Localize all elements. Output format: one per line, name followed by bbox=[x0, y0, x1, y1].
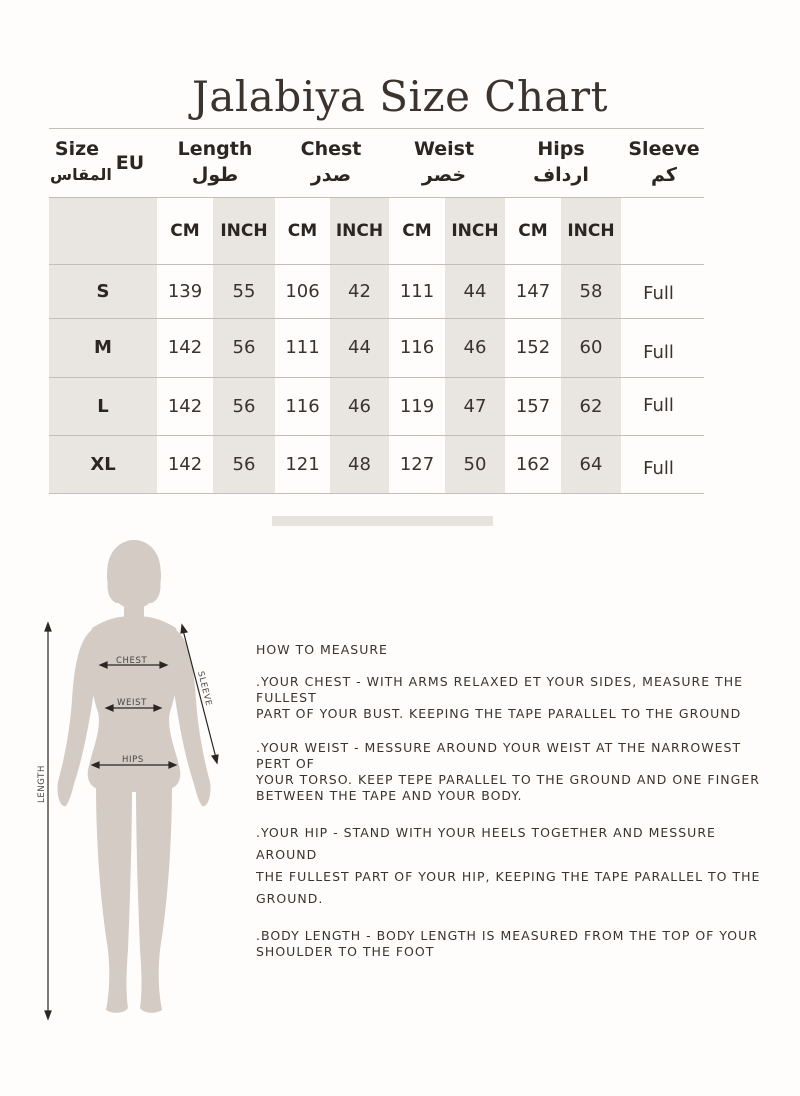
value-cell: 46 bbox=[463, 337, 487, 358]
size-cell: XL bbox=[90, 453, 116, 475]
header-sleeve bbox=[622, 136, 706, 188]
header-length bbox=[160, 136, 270, 188]
divider-bar bbox=[272, 516, 493, 526]
value-cell: 139 bbox=[167, 280, 203, 302]
figure-weist-label: WEIST bbox=[117, 698, 147, 708]
value-cell: 162 bbox=[515, 453, 551, 475]
figure-hair bbox=[107, 540, 160, 603]
hip-instruction-line: .YOUR HIP - STAND WITH YOUR HEELS TOGETHER AND MESSURE AROUND bbox=[256, 825, 716, 862]
unit-inch: INCH bbox=[567, 220, 615, 241]
header-weist bbox=[389, 136, 499, 188]
size-cell: S bbox=[96, 280, 110, 302]
value-cell: 44 bbox=[348, 337, 371, 358]
unit-cm: CM bbox=[170, 220, 200, 241]
hip-instruction-line: GROUND. bbox=[256, 891, 324, 906]
value-cell: 56 bbox=[232, 453, 256, 475]
sleeve-cell: Full bbox=[643, 394, 674, 416]
sleeve-label-ar: كم bbox=[651, 164, 677, 186]
value-cell: 127 bbox=[399, 453, 435, 475]
value-cell: 46 bbox=[348, 395, 371, 417]
body-figure bbox=[0, 530, 250, 1030]
figure-length-label: LENGTH bbox=[37, 765, 47, 803]
header-size bbox=[50, 136, 112, 188]
value-cell: 147 bbox=[515, 280, 551, 302]
weist-instruction-line: BETWEEN THE TAPE AND YOUR BODY. bbox=[256, 788, 523, 803]
value-cell: 47 bbox=[463, 395, 487, 417]
value-cell: 60 bbox=[579, 337, 603, 358]
weist-label: Weist bbox=[413, 138, 475, 160]
sleeve-label: Sleeve bbox=[628, 138, 700, 160]
value-cell: 116 bbox=[399, 337, 435, 358]
value-cell: 111 bbox=[285, 337, 320, 358]
chest-instruction-line: PART OF YOUR BUST. KEEPING THE TAPE PARALLEL TO THE GROUND bbox=[256, 706, 742, 721]
value-cell: 142 bbox=[167, 337, 203, 358]
value-cell: 62 bbox=[579, 395, 603, 417]
figure-left-leg bbox=[96, 784, 132, 1013]
chest-instruction-line: .YOUR CHEST - WITH ARMS RELAXED ET YOUR SIDES, MEASURE THE FULLEST bbox=[256, 674, 743, 705]
length-label: Length bbox=[177, 138, 253, 160]
value-cell: 157 bbox=[515, 395, 551, 417]
hip-instruction-line: THE FULLEST PART OF YOUR HIP, KEEPING THE TAPE PARALLEL TO THE bbox=[256, 869, 761, 884]
value-cell: 50 bbox=[463, 453, 487, 475]
value-cell: 44 bbox=[463, 280, 487, 302]
length-measure bbox=[45, 623, 51, 1019]
figure-hips-label: HIPS bbox=[122, 755, 144, 765]
size-cell: L bbox=[97, 395, 109, 417]
size-cell: M bbox=[94, 337, 112, 358]
how-to-measure bbox=[256, 642, 776, 960]
unit-cm: CM bbox=[518, 220, 548, 241]
unit-cm: CM bbox=[287, 220, 318, 241]
hips-label: Hips bbox=[537, 138, 585, 160]
sleeve-cell: Full bbox=[643, 457, 674, 479]
unit-cm: CM bbox=[402, 220, 432, 241]
chest-label-ar: صدر bbox=[310, 164, 352, 186]
value-cell: 106 bbox=[285, 280, 320, 302]
value-cell: 142 bbox=[167, 395, 203, 417]
value-cell: 55 bbox=[232, 280, 256, 302]
value-cell: 58 bbox=[579, 280, 603, 302]
size-label: Size bbox=[54, 138, 100, 160]
instructions-heading: HOW TO MEASURE bbox=[256, 642, 388, 657]
length-label-ar: طول bbox=[191, 164, 239, 186]
figure-chest-label: CHEST bbox=[116, 656, 148, 666]
value-cell: 64 bbox=[579, 453, 603, 475]
hips-label-ar: ارداف bbox=[533, 164, 589, 186]
size-label-ar: المقاس bbox=[50, 165, 112, 184]
weist-instruction-line: YOUR TORSO. KEEP TEPE PARALLEL TO THE GROUND AND ONE FINGER bbox=[256, 772, 760, 787]
unit-inch: INCH bbox=[220, 220, 268, 241]
silhouette bbox=[57, 540, 210, 1013]
value-cell: 116 bbox=[285, 395, 320, 417]
unit-inch: INCH bbox=[451, 220, 499, 241]
value-cell: 56 bbox=[232, 337, 256, 358]
value-cell: 121 bbox=[285, 453, 320, 475]
header-hips bbox=[506, 136, 616, 188]
figure-right-leg bbox=[136, 784, 172, 1013]
weist-label-ar: خصر bbox=[421, 164, 467, 186]
header-chest bbox=[276, 136, 386, 188]
value-cell: 111 bbox=[399, 280, 435, 302]
body-length-instruction-line: SHOULDER TO THE FOOT bbox=[256, 944, 435, 959]
value-cell: 48 bbox=[348, 453, 371, 475]
figure-sleeve-label: SLEEVE bbox=[195, 670, 214, 708]
table-line bbox=[49, 493, 704, 494]
table-line bbox=[49, 128, 704, 129]
value-cell: 152 bbox=[515, 337, 551, 358]
sleeve-cell: Full bbox=[643, 342, 674, 363]
unit-inch: INCH bbox=[335, 220, 384, 241]
value-cell: 42 bbox=[348, 280, 371, 302]
body-length-instruction-line: .BODY LENGTH - BODY LENGTH IS MEASURED FROM THE TOP OF YOUR bbox=[256, 928, 758, 943]
value-cell: 142 bbox=[167, 453, 203, 475]
page-title: Jalabiya Size Chart bbox=[191, 72, 608, 121]
value-cell: 119 bbox=[399, 395, 435, 417]
chest-label: Chest bbox=[300, 138, 362, 160]
weist-instruction-line: .YOUR WEIST - MESSURE AROUND YOUR WEIST AT THE NARROWEST PERT OF bbox=[256, 740, 742, 771]
header-eu: EU bbox=[115, 152, 145, 174]
sleeve-cell: Full bbox=[643, 282, 674, 304]
value-cell: 56 bbox=[232, 395, 256, 417]
